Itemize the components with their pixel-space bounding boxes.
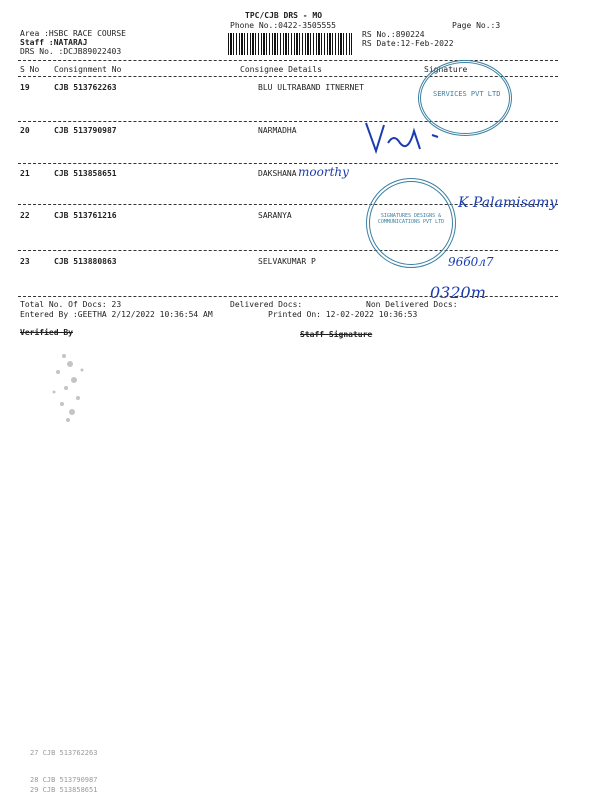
col-signature: Signature xyxy=(424,65,468,74)
row-sno: 20 xyxy=(20,126,30,135)
bleed-through-text: 28 CJB 513790987 xyxy=(30,776,98,784)
row-sno: 19 xyxy=(20,83,30,92)
row-consignment: CJB 513761216 xyxy=(54,211,117,220)
rs-date: RS Date:12-Feb-2022 xyxy=(362,39,454,48)
total-docs: Total No. Of Docs: 23 xyxy=(20,300,122,309)
staff-label: Staff :NATARAJ xyxy=(20,38,88,47)
col-sno: S No xyxy=(20,65,40,74)
bleed-through-text: 29 CJB 513858651 xyxy=(30,786,98,794)
handwritten-signature: K Palamisamy xyxy=(458,195,558,211)
row-rule xyxy=(18,163,558,164)
row-rule xyxy=(18,250,558,251)
delivered-docs: Delivered Docs: xyxy=(230,300,303,309)
stamp-text: SIGNATURES DESIGNS & COMMUNICATIONS PVT LTD xyxy=(377,213,445,225)
row-consignee: NARMADHA xyxy=(258,126,297,135)
document-title: TPC/CJB DRS - MO xyxy=(245,11,323,20)
row-consignee: SARANYA xyxy=(258,211,292,220)
row-consignee: SELVAKUMAR P xyxy=(258,257,316,266)
handwritten-signature: 0320m xyxy=(430,283,486,302)
rs-number: RS No.:890224 xyxy=(362,30,425,39)
verified-by-label: Verified By xyxy=(20,328,73,337)
handwritten-signature: moorthy xyxy=(298,165,349,179)
non-delivered-docs: Non Delivered Docs: xyxy=(366,300,458,309)
row-sno: 21 xyxy=(20,169,30,178)
phone-number: Phone No.:0422-3505555 xyxy=(230,21,336,30)
col-consignment: Consignment No xyxy=(54,65,122,74)
page-number: Page No.:3 xyxy=(452,21,501,30)
row-consignment: CJB 513858651 xyxy=(54,169,117,178)
row-consignment: CJB 513880863 xyxy=(54,257,117,266)
row-consignee: BLU ULTRABAND ITNERNET xyxy=(258,83,364,92)
row-consignee: DAKSHANA xyxy=(258,169,297,178)
ink-smudge xyxy=(44,346,94,426)
handwritten-signature xyxy=(360,115,450,155)
bleed-through-text: 27 CJB 513762263 xyxy=(30,749,98,757)
row-consignment: CJB 513762263 xyxy=(54,83,117,92)
stamp-text: SERVICES PVT LTD xyxy=(433,90,501,98)
area-label: Area :HSBC RACE COURSE xyxy=(20,29,126,38)
row-sno: 23 xyxy=(20,257,30,266)
printed-on: Printed On: 12-02-2022 10:36:53 xyxy=(268,310,418,319)
handwritten-signature: 96б0л7 xyxy=(448,255,494,269)
row-consignment: CJB 513790987 xyxy=(54,126,117,135)
company-stamp-large xyxy=(366,178,456,268)
col-consignee: Consignee Details xyxy=(240,65,322,74)
staff-signature-label: Staff Signature xyxy=(300,330,373,339)
barcode xyxy=(228,33,352,55)
row-sno: 22 xyxy=(20,211,30,220)
entered-by: Entered By :GEETHA 2/12/2022 10:36:54 AM xyxy=(20,310,213,319)
drs-number: DRS No. :DCJB89022403 xyxy=(20,47,122,56)
